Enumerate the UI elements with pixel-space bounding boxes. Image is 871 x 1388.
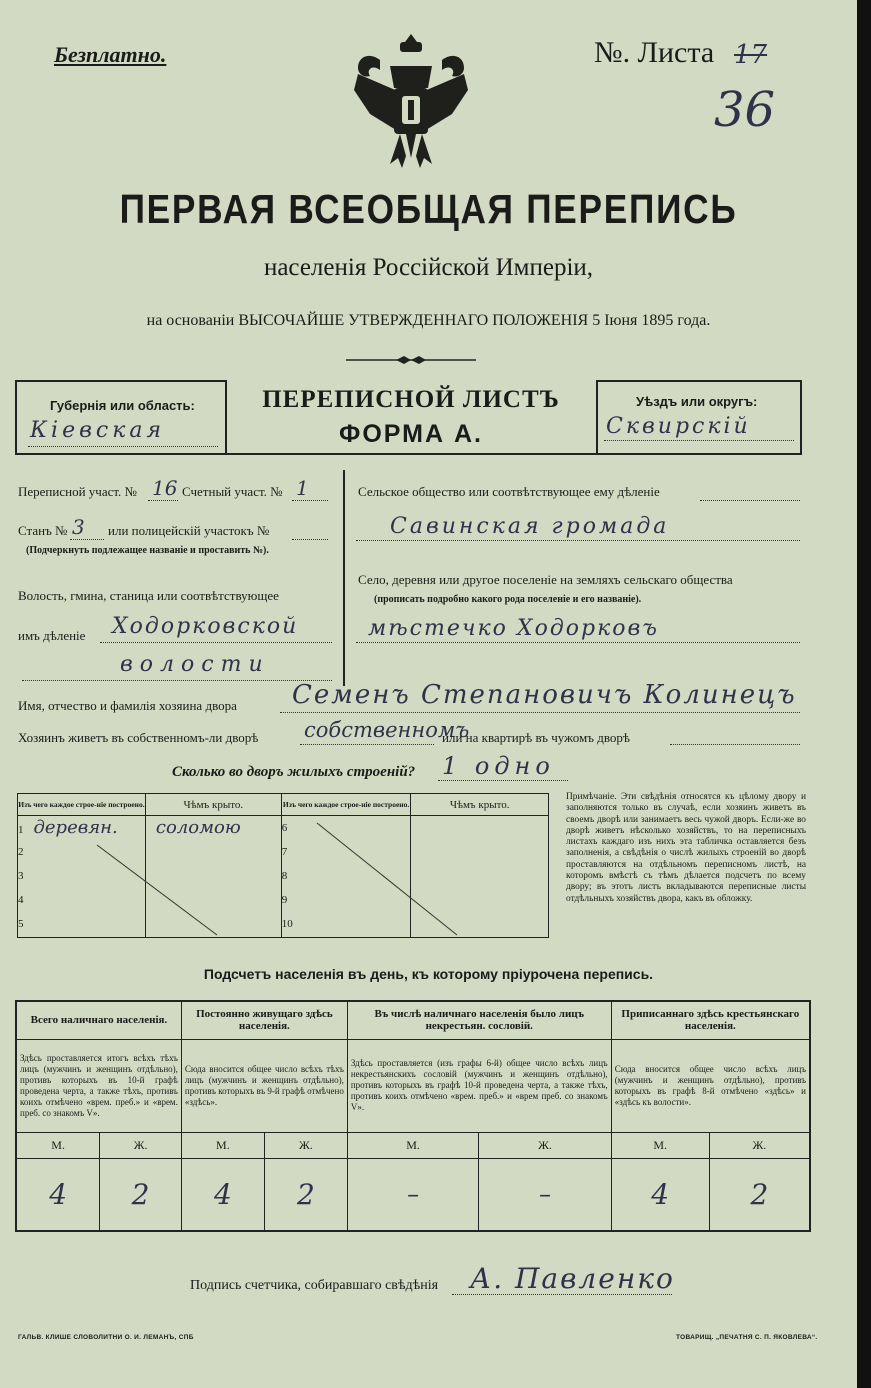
table-row: 4 9	[18, 888, 549, 912]
police-label: или полицейскій участокъ №	[108, 523, 270, 538]
population-count-table	[15, 1000, 811, 1232]
group-3-title: Въ числѣ наличнаго населенія было лицъ некрестьян. сословій.	[347, 1001, 611, 1039]
volost-label: Волость, гмина, станица или соотвѣтствующее	[18, 588, 279, 603]
signature-value: А. Павленко	[470, 1262, 675, 1295]
form-subtitle: ФОРМА А.	[339, 420, 483, 448]
uezd-value: Сквирскій	[606, 414, 751, 439]
main-title: ПЕРВАЯ ВСЕОБЩАЯ ПЕРЕПИСЬ	[119, 186, 738, 232]
group-3-m-value: –	[347, 1158, 478, 1231]
count-heading: Подсчетъ населенія въ день, къ которому пріурочена перепись.	[203, 966, 654, 982]
group-4-zh-label: Ж.	[709, 1132, 810, 1158]
village-note: (прописать подробно какого рода поселеніе и его названіе).	[374, 594, 642, 605]
table-row: 3 8	[18, 864, 549, 888]
owner-lives-value: собственномъ	[304, 718, 470, 742]
building-1-roof: соломою	[155, 817, 241, 839]
group-1-desc: Здѣсь проставляется итогъ всѣхъ тѣхъ лицъ (мужчинъ и женщинъ отдѣльно), противъ которыхъ въ 10-й графѣ проведена черта, а также тѣхъ, противъ коихъ отмѣчено «врем. преб.» и «врем. преб. со знакомъ V».	[16, 1039, 181, 1132]
stan-value: 3	[72, 515, 85, 539]
group-2-zh-value: 2	[264, 1158, 347, 1231]
building-1-material: деревян.	[33, 817, 118, 839]
sheet-number-handwritten: 36	[714, 82, 776, 138]
village-label: Село, деревня или другое поселеніе на земляхъ сельскаго общества	[358, 572, 733, 587]
group-3-m-label: М.	[347, 1132, 478, 1158]
group-2-m-value: 4	[181, 1158, 264, 1231]
owner-name-value: Семенъ Степановичъ Колинецъ	[292, 680, 797, 710]
group-4-m-label: М.	[611, 1132, 709, 1158]
owner-name-label: Имя, отчество и фамилія хозяина двора	[18, 698, 237, 713]
group-2-title: Постоянно живущаго здѣсь населенія.	[181, 1001, 347, 1039]
buildings-count-label: Сколько во дворъ жилыхъ строеній?	[172, 764, 416, 780]
ornament-divider	[346, 354, 476, 366]
group-1-zh-value: 2	[100, 1158, 182, 1231]
owner-lives-label-2: или на квартирѣ въ чужомъ дворѣ	[442, 730, 630, 745]
group-3-desc: Здѣсь проставляется (изъ графы 6-й) общее число всѣхъ лицъ некрестьянскихъ сословій (мужчинъ и женщинъ отдѣльно), противъ которыхъ въ графѣ 10-й проведена черта, а также тѣхъ, противъ коихъ отмѣчено «врем. преб.» и «врем преб. со знакомъ V».	[347, 1039, 611, 1132]
group-2-zh-label: Ж.	[264, 1132, 347, 1158]
group-4-title: Приписаннаго здѣсь крестьянскаго населенія.	[611, 1001, 810, 1039]
sheet-number-label: №. Листа	[594, 36, 715, 69]
sheet-number-struck: 17	[734, 40, 768, 70]
schet-uchastok-value: 1	[296, 476, 309, 500]
subtitle: населенія Россійской Имперіи,	[263, 254, 594, 281]
strike-through-lines	[17, 815, 549, 937]
volost-value-2: волости	[120, 652, 270, 677]
footer-right: ТОВАРИЩ. „ПЕЧАТНЯ С. П. ЯКОВЛЕВА“.	[676, 1334, 818, 1341]
group-1-zh-label: Ж.	[100, 1132, 182, 1158]
buildings-material-header-left: Изъ чего каждое строе-ніе построено.	[18, 794, 146, 816]
table-row: 1 деревян. соломою 6	[18, 816, 549, 840]
table-row: 5 10	[18, 912, 549, 938]
buildings-material-header-right: Изъ чего каждое строе-ніе построено.	[281, 794, 411, 816]
society-label: Сельское общество или соотвѣтствующее ему дѣленіе	[358, 484, 660, 499]
group-2-m-label: М.	[181, 1132, 264, 1158]
free-label: Безплатно.	[54, 42, 167, 67]
group-4-m-value: 4	[611, 1158, 709, 1231]
gubernia-value: Кіевская	[30, 418, 166, 443]
uezd-label: Уѣздъ или округъ:	[636, 394, 758, 409]
gubernia-label: Губернія или область:	[50, 398, 195, 413]
legal-basis: на основаніи ВЫСОЧАЙШЕ УТВЕРЖДЕННАГО ПОЛОЖЕНІЯ 5 Іюня 1895 года.	[146, 312, 711, 329]
underline-note: (Подчеркнуть подлежащее названіе и проставить №).	[26, 545, 269, 556]
owner-lives-label: Хозяинъ живетъ въ собственномъ-ли дворѣ	[18, 730, 259, 745]
imperial-eagle-emblem	[350, 30, 472, 180]
footer-left: ГАЛЬВ. КЛИШЕ СЛОВОЛИТНИ О. И. ЛЕМАНЪ, СПБ	[18, 1334, 194, 1341]
village-value: мѣстечко Ходорковъ	[368, 616, 659, 641]
group-1-title: Всего наличнаго населенія.	[16, 1001, 181, 1039]
form-title: ПЕРЕПИСНОЙ ЛИСТЪ	[262, 386, 560, 413]
perepis-uchastok-label: Переписной участ. №	[18, 484, 137, 499]
buildings-roof-header-left: Чѣмъ крыто.	[145, 794, 281, 816]
group-4-zh-value: 2	[709, 1158, 810, 1231]
group-4-desc: Сюда вносится общее число всѣхъ лицъ (мужчинъ и женщинъ отдѣльно), противъ которыхъ въ графѣ 8-й отмѣчено «здѣсь» и «здѣсь къ волости».	[611, 1039, 810, 1132]
group-3-zh-label: Ж.	[479, 1132, 611, 1158]
stan-label: Станъ №	[18, 523, 68, 538]
group-1-m-label: М.	[16, 1132, 100, 1158]
society-value: Савинская громада	[390, 514, 670, 539]
buildings-count-value: 1 одно	[442, 752, 555, 780]
buildings-roof-header-right: Чѣмъ крыто.	[411, 794, 549, 816]
volost-value-1: Ходорковской	[112, 614, 299, 639]
note-text: Примѣчаніе. Эти свѣдѣнія относятся къ цѣлому двору и заполняются только въ случаѣ, если хозяинъ живетъ въ своемъ дворѣ или занимаетъ весь чужой дворъ. Если-же во дворѣ живетъ нѣсколько хозяйствъ, то на переписныхъ листахъ каждаго изъ нихъ эта табличка оставляется безъ заполненія, а свѣдѣнія о числѣ жилыхъ строеній во дворѣ проставляются на отдѣльномъ переписномъ листѣ, на которомъ вмѣстѣ съ тѣмъ дѣлается подсчетъ по всему двору; въ этотъ листъ вкладываются переписные листы отдѣльныхъ хозяйствъ двора, какъ въ обложку.	[566, 792, 806, 904]
perepis-uchastok-value: 16	[152, 476, 178, 500]
group-3-zh-value: –	[479, 1158, 611, 1231]
group-2-desc: Сюда вносится общее число всѣхъ тѣхъ лицъ (мужчинъ и женщинъ отдѣльно), противъ которыхъ въ 9-й графѣ отмѣчено «здѣсь».	[181, 1039, 347, 1132]
signature-label: Подпись счетчика, собиравшаго свѣдѣнія	[190, 1278, 439, 1293]
schet-uchastok-label: Счетный участ. №	[182, 484, 283, 499]
group-1-m-value: 4	[16, 1158, 100, 1231]
table-row: 2 7	[18, 840, 549, 864]
volost-label-2: имъ дѣленіе	[18, 628, 86, 643]
